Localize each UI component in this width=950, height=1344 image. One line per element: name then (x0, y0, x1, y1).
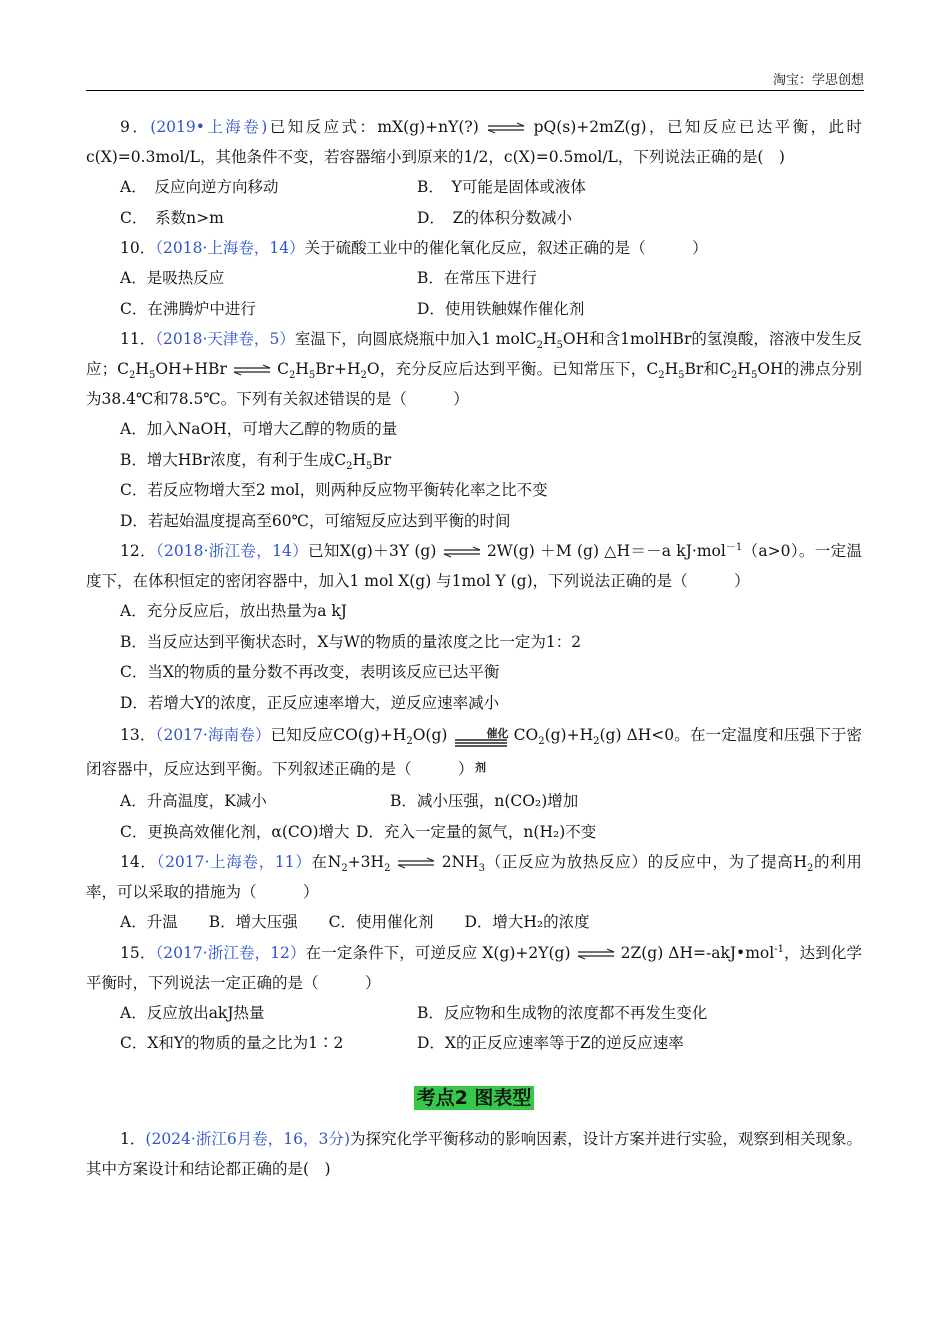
option-c: C．当X的物质的量分数不再改变，表明该反应已达平衡 (120, 663, 500, 681)
question-13: 13．（2017·海南卷）已知反应$CO(g)+H_2O(g)$ 催化剂 $CO_2(g)+H_2(g)$ ΔH<0。在一定温度和压强下于密闭容器中，反应达到平衡。下列叙述正确的是（ ） (86, 718, 862, 786)
options-row (86, 1028, 862, 1059)
section-heading (86, 1083, 862, 1114)
option-d: D．若起始温度提高至60℃，可缩短反应达到平衡的时间 (120, 511, 511, 530)
option-a: A．反应放出akJ热量 (120, 1003, 265, 1022)
equilibrium-arrow-icon (232, 364, 272, 376)
question-source: (2024·浙江6月卷，16，3分) (145, 1129, 350, 1148)
equilibrium-arrow-icon (486, 122, 526, 134)
options-row (86, 203, 862, 234)
question-source: （2017·上海卷，11） (156, 853, 312, 871)
section-question-1: 1．(2024·浙江6月卷，16，3分)为探究化学平衡移动的影响因素，设计方案并进行实验，观察到相关现象。其中方案设计和结论都正确的是( ) (86, 1129, 862, 1178)
options-row (86, 817, 862, 848)
option-b: B．增大HBr浓度，有利于生成$C_2H_5Br$ (120, 450, 392, 472)
option-a: A．充分反应后，放出热量为a kJ (120, 602, 347, 620)
question-12: 12．（2018·浙江卷，14）已知X(g)＋3Y (g) 2W(g) ＋M (g) △H＝－a kJ·mol$^{-1}$（a>0）。一定温度下，在体积恒定的密闭容器中，加入1 mol X(g) 与1mol Y (g)，下列说法正确的是（ ） (86, 541, 862, 590)
options-row (86, 294, 862, 325)
section-title: 考点2 图表型 (414, 1086, 535, 1110)
option-c: C．X和Y的物质的量之比为1∶2 (120, 1034, 344, 1052)
option-c: C．若反应物增大至2 mol，则两种反应物平衡转化率之比不变 (120, 481, 548, 499)
option-a: A．加入NaOH，可增大乙醇的物质的量 (120, 420, 398, 438)
option-c: C．更换高效催化剂，α(CO)增大 (120, 822, 350, 841)
page-header (86, 66, 864, 91)
question-15: 15．（2017·浙江卷，12）在一定条件下，可逆反应 X(g)+2Y(g) 2Z(g) ΔH=-akJ•mol$^{-1}$，达到化学平衡时，下列说法一定正确的是（ ） (86, 943, 862, 992)
question-source: (2019•上海卷) (150, 118, 268, 136)
option-a: A．升高温度，K减小 (120, 792, 267, 810)
option-d: D．若增大Y的浓度，正反应速率增大，逆反应速率减小 (120, 693, 500, 712)
question-source: （2018·浙江卷，14） (155, 542, 309, 560)
options-row (86, 263, 862, 294)
options-line: A．升温 B．增大压强 C．使用催化剂 D．增大H₂的浓度 (120, 913, 590, 931)
equilibrium-arrow-icon (396, 857, 436, 869)
question-source: （2017·海南卷） (155, 726, 271, 744)
catalyst-arrow: 催化剂 (475, 727, 509, 774)
option-d: D．充入一定量的氮气，n(H₂)不变 (356, 822, 597, 841)
question-source: （2017·浙江卷，12） (155, 943, 306, 962)
question-9: 9．(2019•上海卷)已知反应式：mX(g)+nY(?) pQ(s)+2mZ(g)，已知反应已达平衡，此时c(X)=0.3mol/L，其他条件不变，若容器缩小到原来的1/2，c(X)=0.5mol/L，下列说法正确的是( ) (86, 118, 862, 166)
option-d: D． Z的体积分数减小 (417, 208, 572, 227)
option-c: C． 系数n>m (120, 208, 224, 227)
options-row (86, 172, 862, 203)
option-b: B． Y可能是固体或液体 (417, 178, 586, 196)
question-11: 11．（2018·天津卷，5）室温下，向圆底烧瓶中加入1 $molC_2H_5OH$和含1molHBr的氢溴酸，溶液中发生反应；$C_2H_5OH+HBr$ $C_2H_5Br+H_2O$，充分反应后达到平衡。已知常压下，$C_2H_5Br$和$C_2H_5OH$的沸点分别为38.4℃和78.5℃。下列有关叙述错误的是（ ） (86, 330, 862, 408)
equilibrium-arrow-icon (442, 546, 482, 558)
question-10: 10．（2018·上海卷，14）关于硫酸工业中的催化氧化反应，叙述正确的是（ ） (120, 239, 708, 257)
option-c: C．在沸腾炉中进行 (120, 299, 256, 318)
option-b: B．减小压强，n(CO₂)增加 (390, 792, 579, 810)
option-d: D．X的正反应速率等于Z的逆反应速率 (417, 1034, 684, 1052)
option-a: A．是吸热反应 (120, 269, 225, 287)
options-row (86, 998, 862, 1029)
option-b: B．反应物和生成物的浓度都不再发生变化 (417, 1003, 708, 1022)
question-14: 14．（2017·上海卷，11）在$N_2+3H_2$ $2NH_3$（正反应为放热反应）的反应中，为了提高$H_2$的利用率，可以采取的措施为（ ） (86, 853, 862, 901)
document-body (86, 112, 862, 1184)
equilibrium-arrow-icon (576, 948, 616, 960)
option-a: A． 反应向逆方向移动 (120, 178, 279, 196)
option-b: B．在常压下进行 (417, 269, 537, 287)
option-b: B．当反应达到平衡状态时，X与W的物质的量浓度之比一定为1：2 (120, 632, 582, 651)
question-source: （2018·上海卷，14） (155, 239, 305, 257)
options-row (86, 786, 862, 817)
question-source: （2018·天津卷，5） (155, 330, 295, 348)
option-d: D．使用铁触媒作催化剂 (417, 299, 585, 318)
header-text: 淘宝：学思创想 (772, 73, 864, 88)
